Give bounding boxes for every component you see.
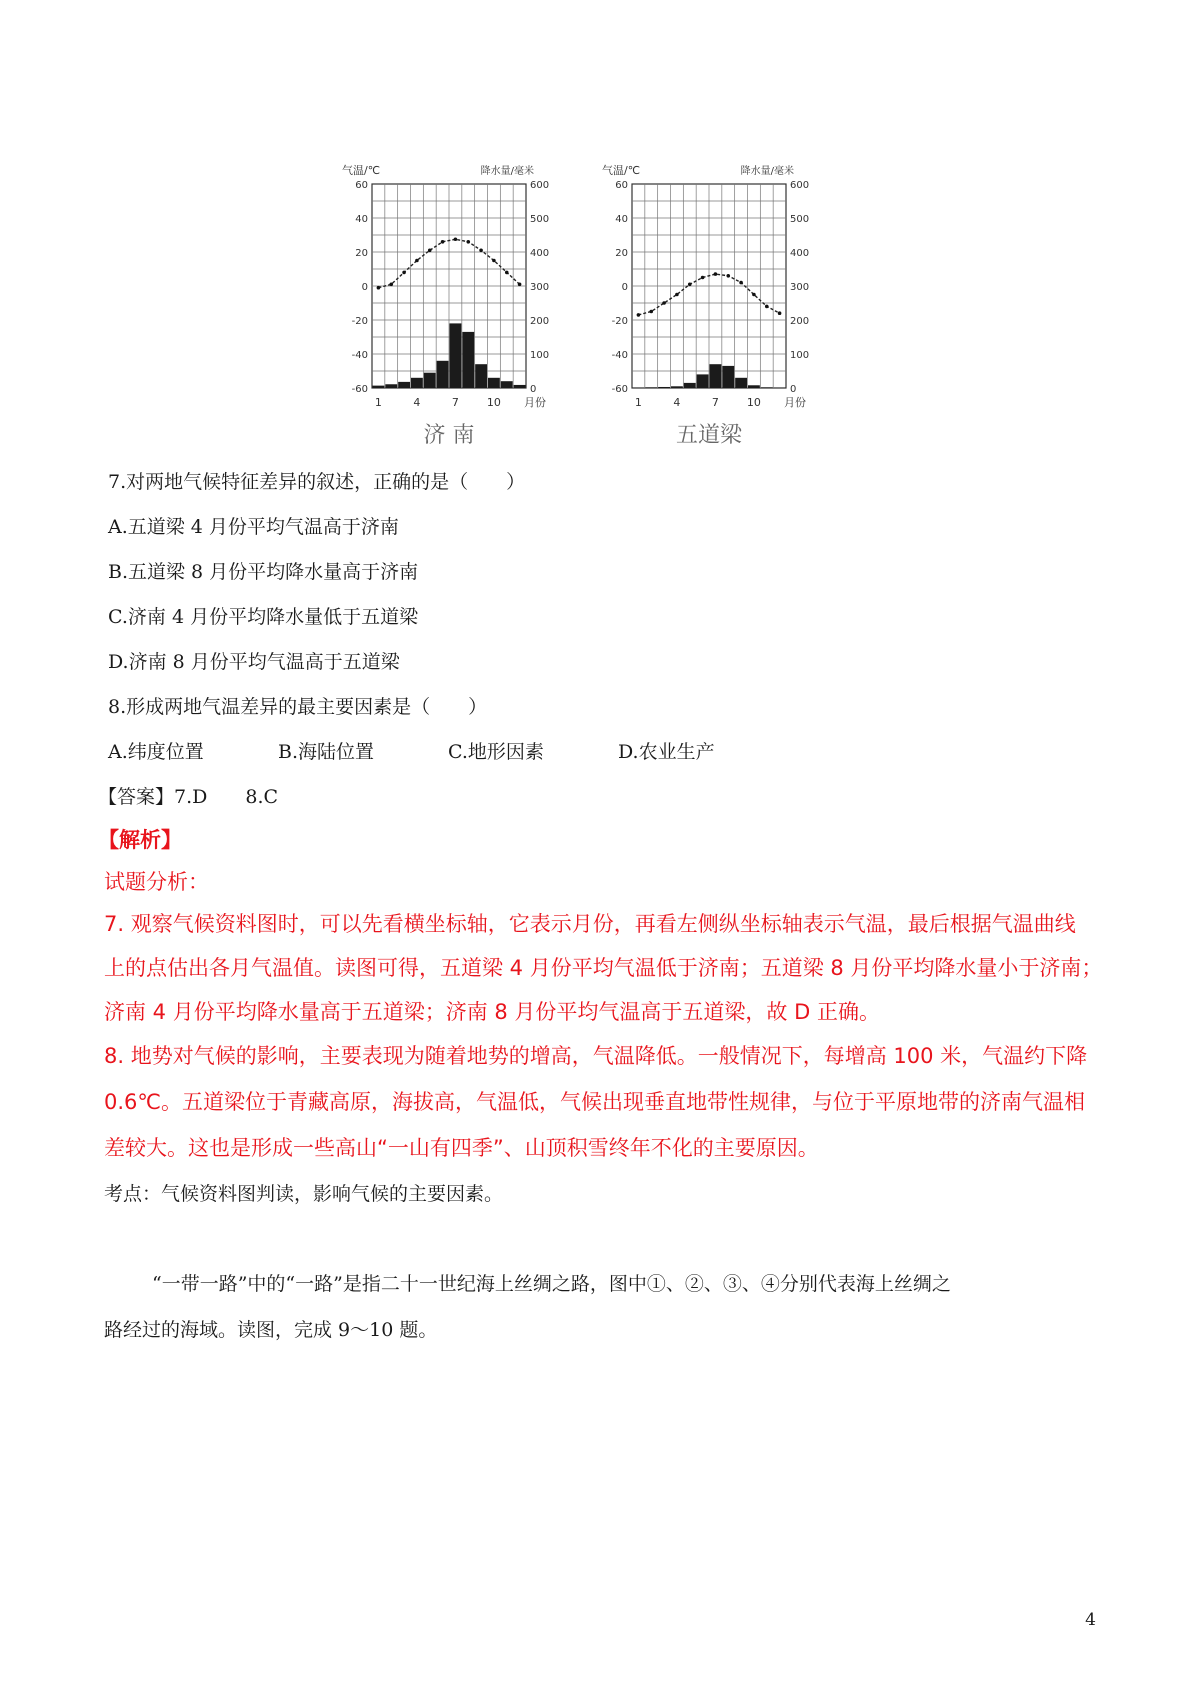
temperature-tick-label: -20	[611, 316, 628, 327]
precipitation-tick-label: 200	[790, 316, 810, 327]
temperature-tick-label: 40	[615, 214, 628, 225]
temperature-point	[505, 271, 509, 275]
page-number: 4	[1085, 1610, 1096, 1630]
question-8-option-d: D.农业生产	[618, 741, 715, 763]
question-7-option-a: A.五道梁 4 月份平均气温高于济南	[108, 516, 399, 538]
temperature-tick-label: 20	[355, 248, 368, 259]
precipitation-tick-label: 200	[530, 316, 550, 327]
temperature-point	[726, 274, 730, 278]
precipitation-bar	[411, 378, 423, 388]
analysis-7-line-1: 7. 观察气候资料图时，可以先看横坐标轴，它表示月份，再看左侧纵坐标轴表示气温，最后根据气温曲线	[104, 912, 1076, 936]
precipitation-bar	[424, 373, 436, 388]
precipitation-bar	[671, 386, 683, 388]
precipitation-bar	[488, 378, 500, 388]
precipitation-tick-label: 600	[530, 180, 550, 191]
temperature-point	[675, 293, 679, 297]
temperature-tick-label: -20	[351, 316, 368, 327]
temperature-axis-label: 气温/℃	[602, 164, 641, 177]
precipitation-tick-label: 500	[790, 214, 810, 225]
climate-chart-jinan	[334, 160, 564, 454]
chart-title: 济 南	[423, 423, 475, 448]
precipitation-tick-label: 100	[790, 350, 810, 361]
precipitation-bar	[722, 366, 734, 388]
temperature-tick-label: -40	[351, 350, 368, 361]
month-tick-label: 1	[634, 396, 642, 409]
precipitation-bar	[501, 381, 513, 388]
question-7-option-c: C.济南 4 月份平均降水量低于五道梁	[108, 606, 419, 628]
temperature-tick-label: -60	[611, 384, 628, 395]
temperature-point	[402, 271, 406, 275]
climate-chart-wudaoliang	[594, 160, 824, 454]
temperature-point	[739, 281, 743, 285]
precipitation-bar	[385, 384, 397, 388]
temperature-point	[492, 259, 496, 263]
question-7: 7.对两地气候特征差异的叙述，正确的是（ ）	[108, 471, 526, 493]
temperature-tick-label: -40	[611, 350, 628, 361]
kaodian-line: 考点：气候资料图判读，影响气候的主要因素。	[104, 1183, 504, 1205]
temperature-point	[701, 276, 705, 280]
temperature-axis-label: 气温/℃	[342, 164, 381, 177]
question-8-option-b: B.海陆位置	[278, 741, 375, 763]
precipitation-tick-label: 0	[530, 384, 537, 395]
analysis-heading: 【解析】	[98, 828, 182, 852]
temperature-point	[454, 237, 458, 241]
precipitation-bar	[462, 332, 474, 388]
temperature-point	[389, 283, 393, 287]
temperature-point	[752, 293, 756, 297]
temperature-point	[428, 249, 432, 253]
answer-line: 【答案】7.D 8.C	[98, 786, 279, 808]
chart-title: 五道梁	[675, 423, 743, 448]
temperature-point	[441, 240, 445, 244]
precipitation-tick-label: 600	[790, 180, 810, 191]
precipitation-bar	[658, 387, 670, 388]
climate-charts	[334, 160, 874, 480]
analysis-subheading: 试题分析：	[104, 870, 209, 894]
question-7-option-b: B.五道梁 8 月份平均降水量高于济南	[108, 561, 419, 583]
month-tick-label: 7	[711, 396, 719, 409]
month-tick-label: 1	[374, 396, 382, 409]
intro-line-1: “一带一路”中的“一路”是指二十一世纪海上丝绸之路，图中①、②、③、④分别代表海上丝绸之	[152, 1273, 951, 1295]
intro-line-2: 路经过的海域。读图，完成 9～10 题。	[104, 1319, 438, 1341]
temperature-point	[466, 240, 470, 244]
precipitation-tick-label: 400	[530, 248, 550, 259]
precipitation-tick-label: 400	[790, 248, 810, 259]
temperature-point	[415, 259, 419, 263]
temperature-tick-label: 20	[615, 248, 628, 259]
temperature-tick-label: -60	[351, 384, 368, 395]
precipitation-bar	[761, 387, 773, 388]
temperature-point	[688, 283, 692, 287]
temperature-point	[377, 286, 381, 290]
precipitation-tick-label: 300	[530, 282, 550, 293]
question-8-option-a: A.纬度位置	[108, 741, 204, 763]
precipitation-bar	[514, 385, 526, 388]
climate-chart-svg	[334, 160, 564, 450]
temperature-point	[765, 305, 769, 309]
temperature-point	[714, 272, 718, 276]
temperature-point	[778, 311, 782, 315]
analysis-8-line-3: 差较大。这也是形成一些高山“一山有四季”、山顶积雪终年不化的主要原因。	[104, 1136, 819, 1160]
temperature-tick-label: 0	[621, 282, 628, 293]
question-8: 8.形成两地气温差异的最主要因素是（ ）	[108, 696, 488, 718]
precipitation-tick-label: 100	[530, 350, 550, 361]
precipitation-bar	[475, 364, 487, 388]
temperature-point	[518, 283, 522, 287]
precipitation-axis-label: 降水量/毫米	[740, 166, 794, 177]
temperature-point	[649, 310, 653, 314]
precipitation-tick-label: 300	[790, 282, 810, 293]
month-tick-label: 4	[413, 396, 421, 409]
question-7-option-d: D.济南 8 月份平均气温高于五道梁	[108, 651, 400, 673]
precipitation-bar	[748, 385, 760, 388]
month-tick-label: 4	[673, 396, 681, 409]
precipitation-bar	[450, 323, 462, 388]
temperature-tick-label: 40	[355, 214, 368, 225]
month-tick-label: 7	[451, 396, 459, 409]
analysis-8-line-1: 8. 地势对气候的影响，主要表现为随着地势的增高，气温降低。一般情况下，每增高 100 米，气温约下降	[104, 1044, 1088, 1068]
precipitation-bar	[437, 361, 449, 388]
month-tick-label: 10	[486, 396, 501, 409]
month-axis-label: 月份	[524, 396, 546, 409]
precipitation-bar	[735, 378, 747, 388]
month-tick-label: 10	[746, 396, 761, 409]
temperature-point	[637, 313, 641, 317]
analysis-7-line-2: 上的点估出各月气温值。读图可得，五道梁 4 月份平均气温低于济南；五道梁 8 月份平均降水量小于济南；	[104, 956, 1103, 980]
analysis-8-line-2: 0.6℃。五道梁位于青藏高原，海拔高，气温低，气候出现垂直地带性规律，与位于平原地带的济南气温相	[104, 1090, 1085, 1114]
analysis-7-line-3: 济南 4 月份平均降水量高于五道梁；济南 8 月份平均气温高于五道梁，故 D 正确。	[104, 1000, 880, 1024]
precipitation-tick-label: 500	[530, 214, 550, 225]
precipitation-bar	[645, 387, 657, 388]
precipitation-bar	[373, 386, 385, 388]
precipitation-bar	[398, 382, 410, 388]
question-8-option-c: C.地形因素	[448, 741, 544, 763]
precipitation-axis-label: 降水量/毫米	[480, 166, 534, 177]
precipitation-bar	[710, 364, 722, 388]
temperature-tick-label: 0	[361, 282, 368, 293]
precipitation-bar	[697, 374, 709, 388]
temperature-tick-label: 60	[355, 180, 368, 191]
month-axis-label: 月份	[784, 396, 806, 409]
precipitation-bar	[684, 383, 696, 388]
temperature-point	[479, 249, 483, 253]
climate-chart-svg	[594, 160, 824, 450]
temperature-tick-label: 60	[615, 180, 628, 191]
precipitation-tick-label: 0	[790, 384, 797, 395]
question-8-options	[108, 740, 788, 764]
temperature-point	[662, 301, 666, 305]
